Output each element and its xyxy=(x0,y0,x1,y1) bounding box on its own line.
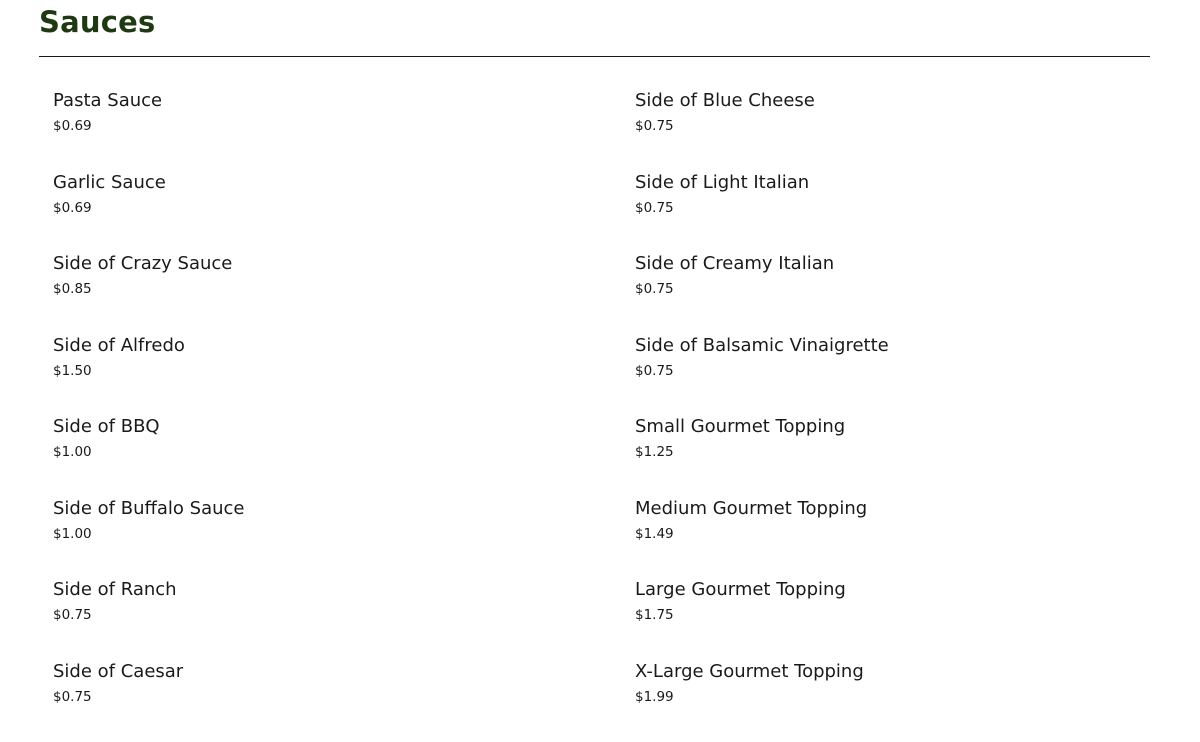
menu-item[interactable] xyxy=(53,496,635,578)
menu-item[interactable] xyxy=(635,577,1135,659)
menu-item[interactable] xyxy=(635,659,1135,741)
menu-item-price: $1.49 xyxy=(635,525,674,542)
menu-item[interactable] xyxy=(53,659,635,741)
menu-item-name: Side of Crazy Sauce xyxy=(53,253,233,274)
menu-item[interactable] xyxy=(53,577,635,659)
menu-item[interactable] xyxy=(53,88,635,170)
menu-item-name: Large Gourmet Topping xyxy=(635,579,846,600)
menu-item-price: $1.50 xyxy=(53,362,92,379)
menu-item-price: $0.75 xyxy=(635,199,674,216)
menu-item-name: Medium Gourmet Topping xyxy=(635,497,868,519)
menu-item[interactable] xyxy=(53,414,635,496)
menu-item-name: Side of Creamy Italian xyxy=(635,253,835,274)
menu-item-price: $0.69 xyxy=(53,118,92,134)
menu-item-price: $0.75 xyxy=(53,688,92,705)
menu-item-price: $1.00 xyxy=(53,525,92,542)
menu-item[interactable] xyxy=(635,251,1135,333)
menu-item-name: X-Large Gourmet Topping xyxy=(635,660,864,682)
menu-item[interactable] xyxy=(635,333,1135,415)
menu-item[interactable] xyxy=(635,88,1135,170)
menu-item-price: $0.75 xyxy=(53,607,92,623)
menu-item[interactable] xyxy=(635,170,1135,252)
menu-item-name: Small Gourmet Topping xyxy=(635,416,846,437)
menu-item-name: Side of Alfredo xyxy=(53,334,185,356)
menu-item-name: Pasta Sauce xyxy=(53,90,163,111)
menu-item-price: $0.75 xyxy=(635,362,674,379)
menu-item[interactable] xyxy=(635,496,1135,578)
menu-item-name: Side of Light Italian xyxy=(635,171,810,193)
menu-item-price: $1.75 xyxy=(635,607,674,623)
menu-item-price: $0.75 xyxy=(635,281,674,297)
menu-item-name: Side of Ranch xyxy=(53,579,177,600)
menu-item-name: Side of Buffalo Sauce xyxy=(53,497,245,519)
menu-item-price: $1.99 xyxy=(635,688,674,705)
section-divider xyxy=(39,56,1150,57)
menu-item-price: $1.00 xyxy=(53,444,92,460)
menu-item[interactable] xyxy=(53,170,635,252)
menu-item-name: Garlic Sauce xyxy=(53,171,166,193)
menu-item-price: $0.75 xyxy=(635,118,674,134)
menu-item-price: $0.69 xyxy=(53,199,92,216)
menu-item[interactable] xyxy=(635,414,1135,496)
menu-item-name: Side of BBQ xyxy=(53,416,160,437)
menu-item-name: Side of Blue Cheese xyxy=(635,90,815,111)
menu-item-price: $1.25 xyxy=(635,444,674,460)
menu-item[interactable] xyxy=(53,333,635,415)
menu-item[interactable] xyxy=(53,251,635,333)
menu-item-grid xyxy=(53,88,1153,740)
menu-item-name: Side of Caesar xyxy=(53,660,184,682)
menu-item-name: Side of Balsamic Vinaigrette xyxy=(635,334,889,356)
section-title: Sauces xyxy=(39,5,156,39)
menu-item-price: $0.85 xyxy=(53,281,92,297)
